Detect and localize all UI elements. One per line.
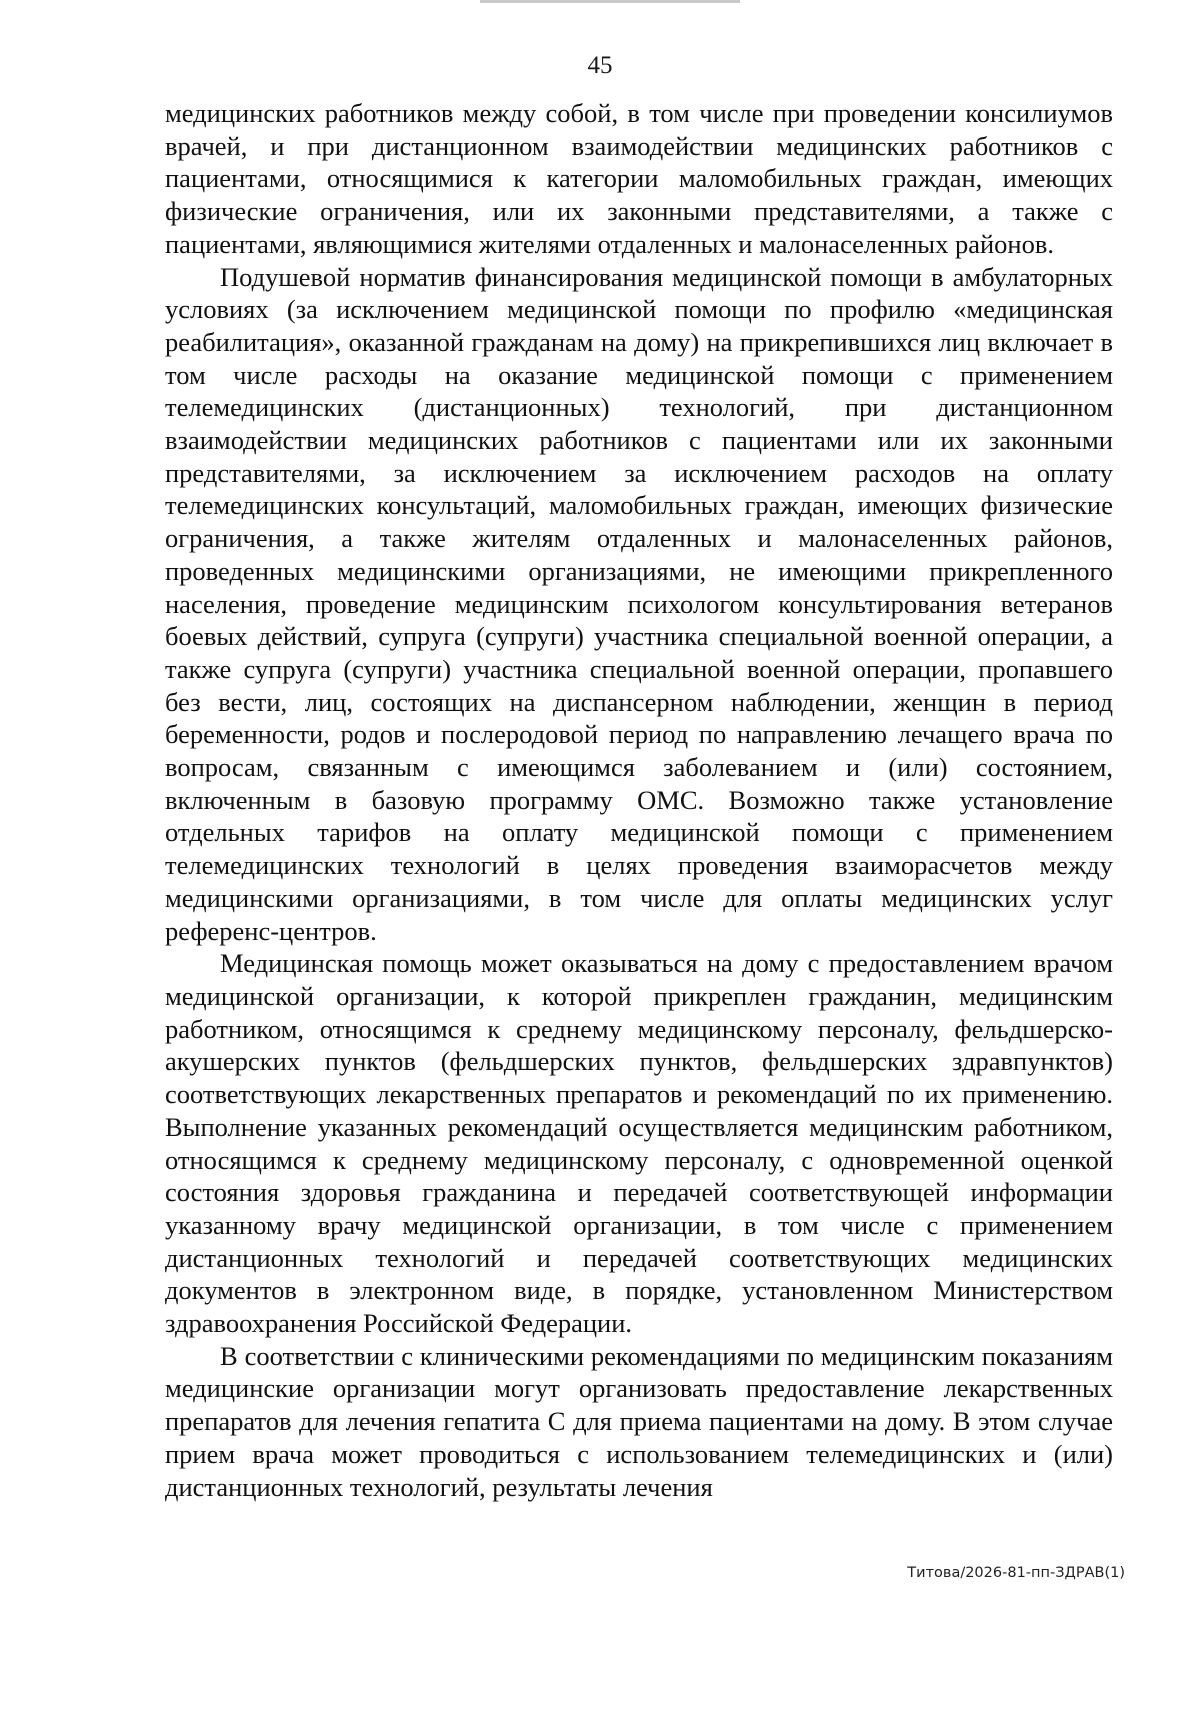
paragraph-hepatitis-c: В соответствии с клиническими рекомендациями по медицинским показаниям медицинские организации могут организовать предоставление лекарственных препаратов для лечения гепатита С для приема пациентами на дому. В этом случае прием врача может проводиться с использованием телемедицинских и (или) дистанционных технологий, результаты лечения (165, 1340, 1113, 1502)
document-footer-code: Титова/2026-81-пп-ЗДРАВ(1) (907, 1565, 1125, 1581)
scan-edge-mark (480, 0, 740, 3)
paragraph-per-capita-norm: Подушевой норматив финансирования медицинской помощи в амбулаторных условиях (за исключением медицинской помощи по профилю «медицинская реабилитация», оказанной гражданам на дому) на прикрепившихся лиц включает в том числе расходы на оказание медицинской помощи с применением телемедицинских (дистанционных) технологий, при дистанционном взаимодействии медицинских работников с пациентами или их законными представителями, за исключением за исключением расходов на оплату телемедицинских консультаций, маломобильных граждан, имеющих физические ограничения, а также жителям отдаленных и малонаселенных районов, проведенных медицинскими организациями, не имеющими прикрепленного населения, проведение медицинским психологом консультирования ветеранов боевых действий, супруга (супруги) участника специальной военной операции, а также супруга (супруги) участника специальной военной операции, пропавшего без вести, лиц, состоящих на диспансерном наблюдении, женщин в период беременности, родов и послеродовой период по направлению лечащего врача по вопросам, связанным с имеющимся заболеванием и (или) состоянием, включенным в базовую программу ОМС. Возможно также установление отдельных тарифов на оплату медицинской помощи с применением телемедицинских технологий в целях проведения взаиморасчетов между медицинскими организациями, в том числе для оплаты медицинских услуг референс-центров. (165, 261, 1113, 946)
document-body (165, 97, 1113, 1503)
paragraph-continuation: медицинских работников между собой, в том числе при проведении консилиумов врачей, и при дистанционном взаимодействии медицинских работников с пациентами, относящимися к категории маломобильных граждан, имеющих физические ограничения, или их законными представителями, а также с пациентами, являющимися жителями отдаленных и малонаселенных районов. (165, 98, 1113, 259)
page-number: 45 (587, 52, 613, 79)
paragraph-home-care: Медицинская помощь может оказываться на дому с предоставлением врачом медицинской организации, к которой прикреплен гражданин, медицинским работником, относящимся к среднему медицинскому персоналу, фельдшерско-акушерских пунктов (фельдшерских пунктов, фельдшерских здравпунктов) соответствующих лекарственных препаратов и рекомендаций по их применению. Выполнение указанных рекомендаций осуществляется медицинским работником, относящимся к среднему медицинскому персоналу, с одновременной оценкой состояния здоровья гражданина и передачей соответствующей информации указанному врачу медицинской организации, в том числе с применением дистанционных технологий и передачей соответствующих медицинских документов в электронном виде, в порядке, установленном Министерством здравоохранения Российской Федерации. (165, 948, 1113, 1339)
